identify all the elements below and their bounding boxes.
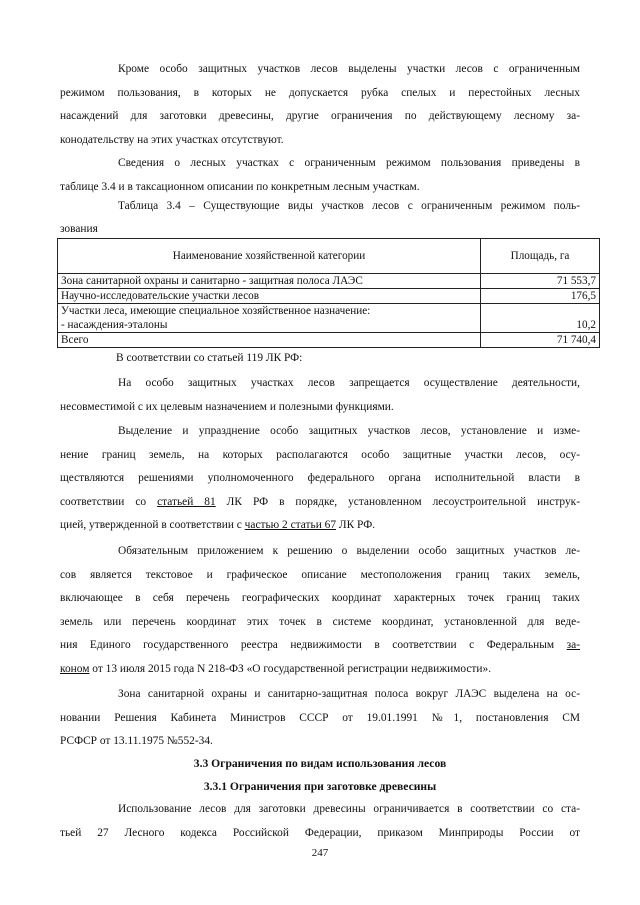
- page-number: 247: [311, 847, 329, 859]
- text-line: насаждений для заготовки древесины, другие ограничения по действующему лесному за-: [60, 110, 580, 122]
- row-area: 71 553,7: [481, 274, 600, 289]
- text-line: таблице 3.4 и в таксационном описании по конкретным лесным участкам.: [60, 180, 420, 193]
- row-name: [58, 304, 481, 333]
- text-line: земель или перечень координат этих точек в системе координат, установленной для веде-: [60, 615, 580, 628]
- text-line: конодательству на этих участках отсутствуют.: [60, 133, 284, 146]
- text-run: ния Единого государственного реестра недвижимости в соответствии с Федеральным: [60, 639, 567, 651]
- text-line: ществляются решениями уполномоченного федерального органа исполнительной власти в: [60, 472, 580, 484]
- text-run: от 13 июля 2015 года N 218-ФЗ «О государственной регистрации недвижимости».: [89, 662, 492, 675]
- caption-line: зования: [60, 223, 98, 235]
- caption-line: Таблица 3.4 – Существующие виды участков лесов с ограниченным режимом поль-: [118, 200, 580, 212]
- text-line: сов является текстовое и графическое описание местоположения границ таких земель,: [60, 568, 580, 581]
- text-line: Зона санитарной охраны и санитарно-защитная полоса вокруг ЛАЭС выделена на ос-: [118, 688, 580, 700]
- text-run: ЛК РФ.: [336, 519, 376, 531]
- text-line: несовместимой с их целевым назначением и полезными функциями.: [60, 400, 394, 413]
- text-line: [60, 514, 580, 538]
- row-name: Зона санитарной охраны и санитарно - защитная полоса ЛАЭС: [58, 274, 481, 289]
- text-line: новании Решения Кабинета Министров СССР от 19.01.1991 №1, постановления СМ: [60, 711, 580, 724]
- table-total-row: [58, 333, 600, 348]
- text-line: Выделение и упразднение особо защитных участков лесов, установление и изме-: [118, 425, 580, 437]
- text-line: Сведения о лесных участках с ограниченным режимом пользования приведены в: [118, 157, 580, 169]
- link-article-81[interactable]: статьей 81: [157, 495, 216, 508]
- mandatory-paragraph: [60, 540, 580, 681]
- row-name: Всего: [58, 333, 481, 348]
- text-line: [60, 491, 580, 515]
- table-row: [58, 274, 600, 289]
- art119-line: В соответствии со статьей 119 ЛК РФ:: [116, 352, 303, 364]
- row-name-line: Участки леса, имеющие специальное хозяйственное назначение:: [61, 305, 371, 317]
- forest-areas-table: [57, 238, 600, 348]
- text-line: [60, 658, 580, 682]
- link-federal-law[interactable]: за-: [566, 639, 580, 651]
- intro-paragraph: [60, 58, 580, 152]
- text-line: На особо защитных участках лесов запрещается осуществление деятельности,: [118, 377, 580, 389]
- harvest-paragraph: [60, 798, 580, 845]
- link-article-67-part-2[interactable]: частью 2 статьи 67: [244, 519, 337, 531]
- section-heading-3-3: 3.3 Ограничения по видам использования лесов: [193, 757, 447, 770]
- row-area: 176,5: [481, 289, 600, 304]
- text-line: Кроме особо защитных участков лесов выделены участки лесов с ограниченным: [118, 63, 580, 75]
- table-row: [58, 304, 600, 333]
- header-category: Наименование хозяйственной категории: [58, 239, 481, 274]
- text-line: включающее в себя перечень географических координат характерных точек границ таких: [60, 592, 580, 604]
- row-name-line: - насаждения-эталоны: [61, 319, 168, 331]
- info-paragraph: [60, 152, 580, 199]
- text-line: тьей 27 Лесного кодекса Российской Федерации, приказом Минприроды России от: [60, 826, 580, 839]
- zone-paragraph: [60, 683, 580, 754]
- row-area: 10,2: [481, 304, 600, 333]
- text-line: режимом пользования, в которых не допускается рубка спелых и перестойных лесных: [60, 86, 580, 99]
- text-run: соответствии со: [60, 495, 158, 508]
- text-line: [60, 634, 580, 658]
- table-row: [58, 289, 600, 304]
- table-caption: [60, 195, 580, 241]
- prohibit-paragraph: [60, 372, 580, 419]
- header-area: Площадь, га: [481, 239, 600, 274]
- text-line: Обязательным приложением к решению о выделении особо защитных участков ле-: [118, 545, 580, 557]
- table-header-row: [58, 239, 600, 274]
- text-line: нение границ земель, на которых располагаются особо защитные участки лесов, осу-: [60, 448, 580, 461]
- row-name: Научно-исследовательские участки лесов: [58, 289, 481, 304]
- allot-paragraph: [60, 420, 580, 538]
- link-federal-law[interactable]: коном: [60, 662, 90, 675]
- text-run: цией, утвержденной в соответствии с: [60, 519, 245, 531]
- row-area: 71 740,4: [481, 333, 600, 348]
- text-line: РСФСР от 13.11.1975 №552-34.: [60, 735, 213, 747]
- text-run: ЛК РФ в порядке, установленном лесоустроительной инструк-: [215, 495, 580, 508]
- text-line: Использование лесов для заготовки древесины ограничивается в соответствии со ста-: [118, 803, 580, 815]
- section-heading-3-3-1: 3.3.1 Ограничения при заготовке древесины: [203, 780, 437, 793]
